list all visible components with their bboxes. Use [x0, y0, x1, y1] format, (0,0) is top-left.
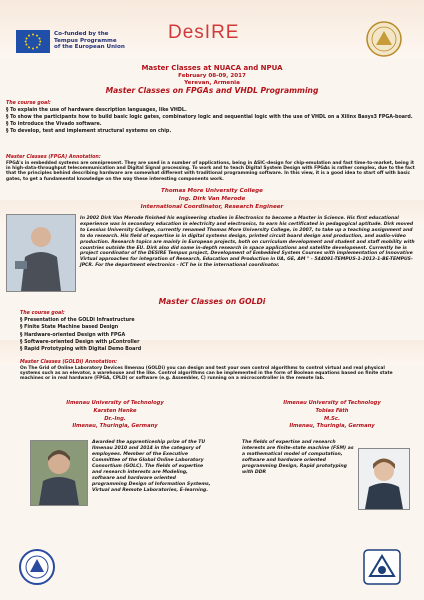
speaker2-header — [20, 400, 210, 431]
speaker3-place: Ilmenau, Thuringia, Germany — [289, 423, 375, 430]
speaker2-org: Ilmenau University of Technology — [66, 400, 164, 406]
speaker2-title: Dr.-Ing. — [104, 415, 126, 422]
speaker1-name: Ing. Dirk Van Merode — [178, 196, 246, 202]
speaker2-place: Ilmenau, Thuringia, Germany — [72, 423, 158, 430]
speaker3-photo — [358, 448, 410, 510]
eu-flag-icon — [16, 30, 50, 53]
goal2-item: § Software-oriented Design with µController — [20, 339, 140, 345]
goal-item: § To explain the use of hardware description languages, like VHDL. — [6, 108, 187, 113]
goal-item: § To introduce the Vivado software. — [6, 122, 102, 128]
goal-item: § To show the participants how to build basic logic gates, combinatory logic and sequential logic with the use of VHDL on a Xilinx Basys3 FPGA-board. — [6, 115, 413, 121]
annotation-heading: Master Classes (FPGA) Annotation: — [6, 155, 101, 160]
eu-text — [54, 31, 125, 51]
university-logo-left-icon — [18, 548, 56, 586]
goal2-heading: The course goal: — [20, 311, 65, 316]
goal2-item: § Presentation of the GOLDi Infrastructure — [20, 318, 135, 323]
annotation-text: FPGA's in embedded systems are omnipresent. They are used in a number of applications, being in ASIC-design for chip-emulation and fast time-to-market, being it in high-data-throughput telecommunication and Digital Signal processing. To work and to teach Digital System Design with FPGAs is rather complex, due to the fact that the principles behind describing hardware are somewhat different with traditional programming software. In this view, it is a good idea to start off with basic gates, to get a fundamental knowledge on the way these interesting components work. — [6, 161, 415, 182]
speaker1-org: Thomas More University College — [161, 188, 263, 194]
speaker2-photo — [30, 440, 88, 506]
event-place: Yerevan, Armenia — [184, 80, 240, 86]
event-title: Master Classes at NUACA and NPUA — [141, 64, 283, 72]
goal2-item: § Rapid Prototyping with Digital Demo Board — [20, 347, 142, 352]
speaker1-photo — [6, 214, 76, 292]
university-logo-right-icon — [362, 548, 402, 586]
person-icon — [7, 215, 75, 291]
event-date: February 08-09, 2017 — [178, 73, 246, 79]
goal-heading: The course goal: — [6, 101, 51, 106]
desire-logo: DesIRE — [168, 22, 240, 43]
goal-list — [6, 108, 418, 135]
speaker3-bio: The fields of expertise and research interests are finite-state machine (FSM) as a mathematical model of computation, software and hardware oriented programming Design, Rapid prototyping with DDR — [242, 440, 354, 475]
speaker3-name: Tobias Fäth — [315, 407, 349, 414]
speaker3-org: Ilmenau University of Technology — [283, 400, 381, 406]
annotation2-text: On The Grid of Online Laboratory Devices Ilmenau (GOLDi) you can design and test your own control algorithms to control virtual and real physical systems such as an elevator, a warehouse and the like. Control algorithms can be implemented in the form of Boolean equations based on finite state machines or in real hardware (FPGA, CPLD) or software (e.g. Assembler, C) running on a microcontroller in the remote lab. — [20, 366, 393, 382]
person-icon — [359, 449, 409, 509]
goal2-item: § Hardware-oriented Design with FPGA — [20, 332, 126, 338]
speaker1-role: International Coordinator, Research Engineer — [140, 204, 284, 210]
speaker3-header — [252, 400, 412, 431]
university-emblem-icon — [366, 21, 402, 57]
person-icon — [31, 441, 87, 505]
speaker1-bio: In 2002 Dirk Van Merode finished his engineering studies in Electronics to become a Master in Science. His first educational experience was in secondary education in electricity and electronics, to earn his certificated in pedagogical aptitude. Dirk moved to Lessius University College, currently renamed Thomas More University College, in 2007, to take up a teaching assignment and to do research. His field of expertise is in digital systems design, printed circuit board design and production, and audio-video production. Research topics are mainly in European projects, both on curriculum development and student and staff mobility with countries outside the EU. Dirk also did some in-depth research in space applications and satellite development. Currently he is project coordinator of the DESIRE Tempus project, Development of Embedded System Courses with implementation of Innovative Virtual approaches for integration of Research, Education and Production in UA, GE, AM " - 544091-TEMPUS-1-2013-1-BE-TEMPUS-JPCR. For the department electronics - ICT he is the international coordinator. — [80, 216, 415, 269]
section2-title: Master Classes on GOLDi — [158, 297, 266, 306]
goal2-list — [20, 318, 400, 353]
speaker2-bio: Awarded the apprenticeship prize of the TU Ilmenau 2010 and 2014 in the category of employees. Member of the Executive Committee of the Global Online Laboratory Consortium (GOLC). The fields of expertise and research interests are Modeling, software and hardware oriented programming Design of Information Systems, Virtual and Remote Laboratories, E-learning. — [92, 440, 211, 493]
eu-text-line: Tempus Programme — [54, 37, 117, 44]
speaker3-title: M.Sc. — [324, 415, 340, 422]
speaker2-name: Karsten Henke — [93, 407, 137, 414]
eu-text-line: Co-funded by the — [54, 31, 109, 37]
annotation2-heading: Master Classes (GOLDi) Annotation: — [20, 360, 118, 365]
goal2-item: § Finite State Machine based Design — [20, 325, 119, 331]
eu-text-line: of the European Union — [54, 44, 125, 51]
goal-item: § To develop, test and implement structural systems on chip. — [6, 129, 172, 135]
event-subtitle: Master Classes on FPGAs and VHDL Programming — [105, 86, 319, 95]
